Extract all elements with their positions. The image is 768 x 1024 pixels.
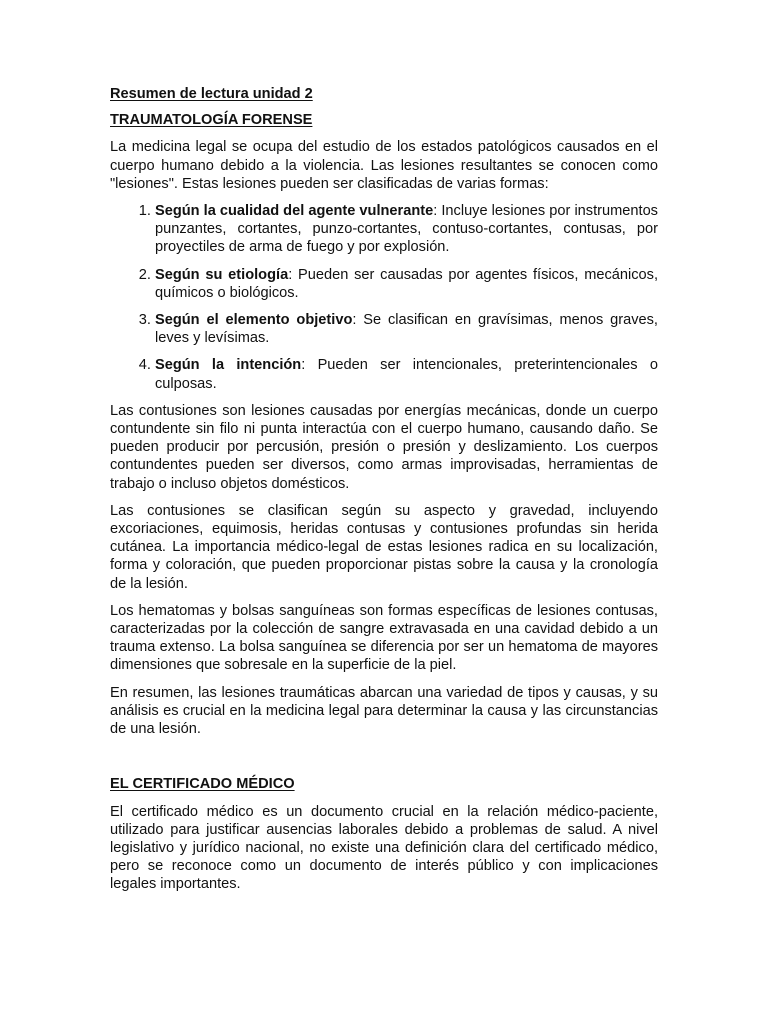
list-item-text: : Se clasifican en gravísimas, menos graves, leves y levísimas. — [155, 312, 658, 347]
section-heading-traumatologia: TRAUMATOLOGÍA FORENSE — [110, 112, 313, 129]
list-item-text: : Incluye lesiones por instrumentos punzantes, cortantes, punzo-cortantes, contuso-cortantes, contusas, por proyectiles de arma de fuego y por explosión. — [155, 203, 658, 256]
section-heading-certificado: EL CERTIFICADO MÉDICO — [110, 776, 295, 793]
list-item-term: Según la intención — [155, 357, 302, 374]
classification-list — [110, 202, 658, 393]
document-page — [110, 85, 658, 903]
body-paragraph: El certificado médico es un documento crucial en la relación médico-paciente, utilizado para justificar ausencias laborales debido a problemas de salud. A nivel legislativo y jurídico nacional, no existe una definición clara del certificado médico, pero se reconoce como un documento de interés público y con implicaciones legales importantes. — [110, 803, 658, 893]
list-item-term: Según la cualidad del agente vulnerante — [155, 203, 434, 220]
body-paragraph: Las contusiones se clasifican según su aspecto y gravedad, incluyendo excoriaciones, equimosis, heridas contusas y contusiones profundas sin herida cutánea. La importancia médico-legal de estas lesiones radica en su localización, forma y coloración, que pueden proporcionar pistas sobre la causa y la cronología de la lesión. — [110, 502, 658, 592]
list-item — [155, 202, 658, 257]
body-paragraph: Las contusiones son lesiones causadas por energías mecánicas, donde un cuerpo contundente sin filo ni punta interactúa con el cuerpo humano, causando daño. Se pueden producir por percusión, presión o presión y deslizamiento. Los cuerpos contundentes pueden ser diversos, como armas improvisadas, herramientas de trabajo o incluso objetos domésticos. — [110, 402, 658, 492]
body-paragraph: En resumen, las lesiones traumáticas abarcan una variedad de tipos y causas, y su análisis es crucial en la medicina legal para determinar la causa y las circunstancias de una lesión. — [110, 684, 658, 738]
list-item — [155, 266, 658, 302]
document-title: Resumen de lectura unidad 2 — [110, 86, 313, 102]
list-item-term: Según el elemento objetivo — [155, 312, 353, 329]
list-item-term: Según su etiología — [155, 266, 289, 283]
list-item — [155, 311, 658, 347]
list-item-text: : Pueden ser intencionales, preterintencionales o culposas. — [155, 357, 659, 392]
list-item — [155, 356, 658, 392]
body-paragraph: Los hematomas y bolsas sanguíneas son formas específicas de lesiones contusas, caracterizadas por la colección de sangre extravasada en una cavidad debido a un trauma extenso. La bolsa sanguínea se diferencia por ser un hematoma de mayores dimensiones que sobresale en la superficie de la piel. — [110, 602, 658, 674]
intro-paragraph: La medicina legal se ocupa del estudio de los estados patológicos causados en el cuerpo humano debido a la violencia. Las lesiones resultantes se conocen como "lesiones". Estas lesiones pueden ser clasificadas de varias formas: — [110, 139, 658, 192]
list-item-text: : Pueden ser causadas por agentes físicos, mecánicos, químicos o biológicos. — [155, 266, 659, 301]
